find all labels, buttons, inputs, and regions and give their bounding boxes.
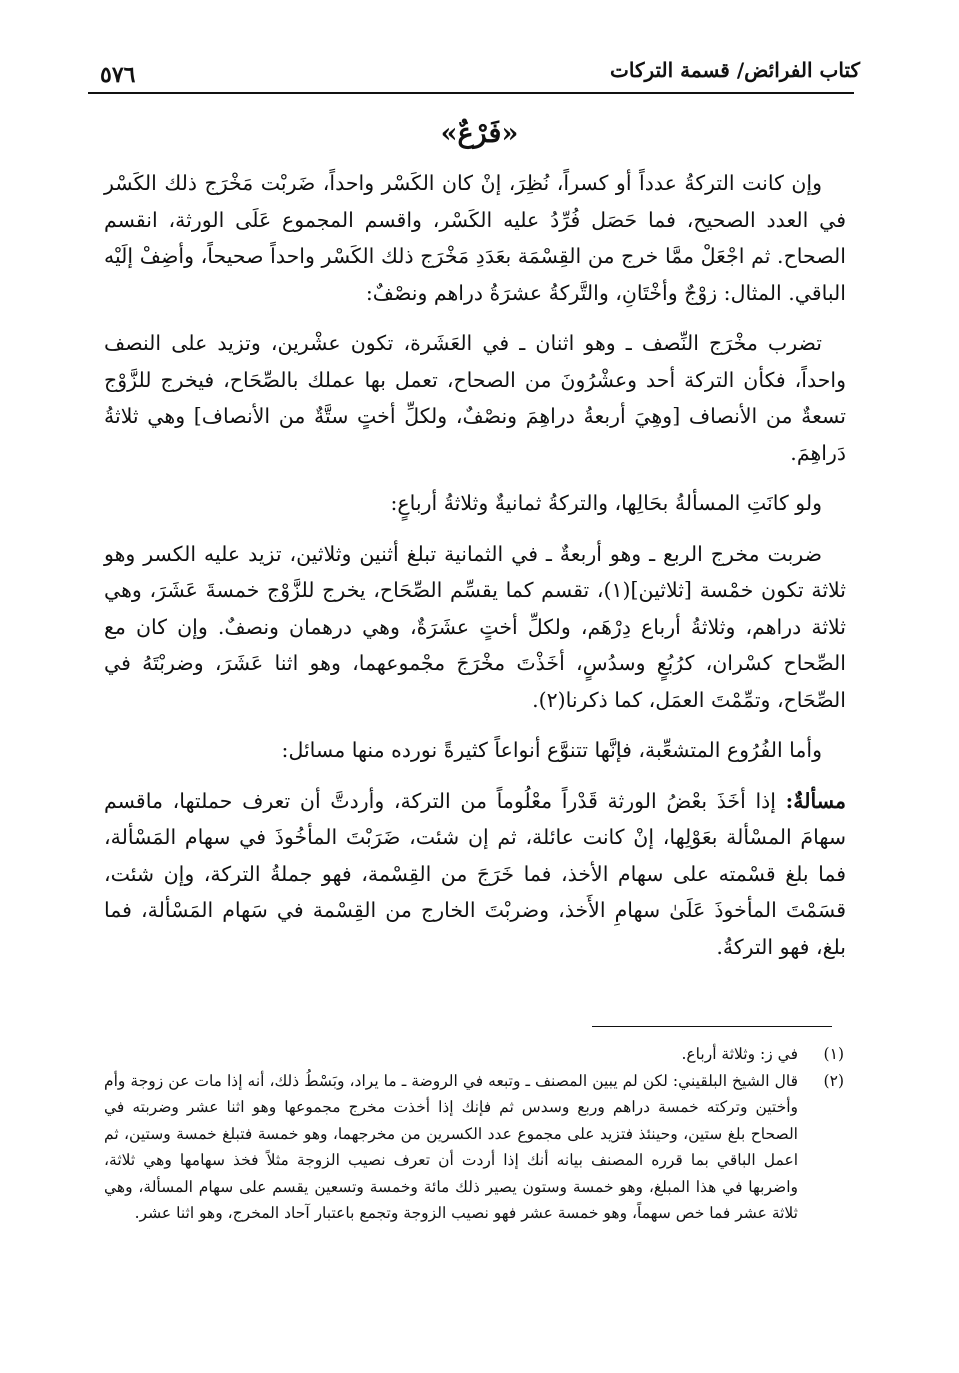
paragraph: ضربت مخرج الربع ـ وهو أربعةٌ ـ في الثمانية تبلغ أثنين وثلاثين، تزيد عليه الكسر وهو ثلاثة تكون خمْسة [ثلاثين](١)، تقسم كما يقسِّم الصِّحَاح، يخرج للزَّوْج خمسةَ عَشَرَ، وهي ثلاثة دراهم، وثلاثةُ أرباع دِرْهَم، ولكلِّ أختٍ عشَرَةٌ، وهي درهمان ونصفٌ. وإن كان مع الصِّحاح كسْران، كرُبُعٍ وسدُسٍ، أخَذْتَ مخْرَجَ مجْموعهما، وهو اثنا عَشَرَ، وضربْتَهُ في الصِّحَاح، وتمِّمْتَ العمَل، كما ذكرنا(٢). [104,541,846,712]
footnote [104,1068,844,1227]
paragraph: تضرب مخْرَج النِّصف ـ وهو اثنان ـ في العَشَرة، تكون عشْرين، وتزيد على النصف واحداً، فكأن التركة أحد وعشْرُونَ من الصحاح، تعمل بها عملك بالصِّحَاح، فيخرج للزَّوْج تسعةٌ من الأنصاف [وهِيَ أربعةُ دراهِمَ ونصْفٌ، ولكلِّ أختٍ ستَّةٌ من الأنصاف] وهي ثلاثةُ دَراهِمَ. [104,331,846,465]
footnote-number: (١) [823,1045,844,1063]
paragraph: وأما الفُرُوع المتشعِّبة، فإنَّها تتنوَّع أنواعاً كثيرةً نورده منها مسائل: [281,738,822,762]
header-divider [88,92,854,94]
paragraph: ولو كانَتِ المسألةُ بحَالِها، والتركةُ ثمانيةٌ وثلاثةُ أرباعٍ: [390,491,822,515]
paragraph: وإن كانت التركةُ عدداً أو كسراً، نُظِرَ، إنْ كان الكَسْر واحداً، ضَربْت مَخْرَج ذلك الكَسْر في العدد الصحيح، فما حَصَل فُرِّدُ عليه الكَسْر، واقسم المجموع عَلَى الورثة، انقسم الصحاح. ثم اجْعَلْ ممَّا خرج من القِسْمَة بعَدَدِ مَخْرَج ذلك الكَسْر واحداً صحيحاً، وأضِفْ إلَيْه الباقي. المثال: زوْجٌ وأخْتَانِ، والتَّركةُ عشرَةُ دراهم ونصْفٌ: [104,171,846,305]
footnotes [104,1041,844,1227]
footnote-divider [592,1026,832,1027]
footnote-number: (٢) [823,1071,844,1090]
footnote-text: في ز: وثلاثة أرباع. [681,1045,798,1063]
footnote-text: قال الشيخ البلقيني: لكن لم يبين المصنف ـ وتبعه في الروضة ـ ما يراد، وبَسْطُ ذلك، أنه إذا مات عن زوجة وأم وأختين وتركته خمسة دراهم وربع وسدس ثم فإنك إذا أخذت مخرج مجموعها وهو اثنا عشر وضربته في الصحاح بلغ ستين، وحينئذ فتزيد على مجموع عدد الكسرين من مخرجهما، وهو خمسة فتبلغ خمسة وستين، ثم اعمل الباقي بما قرره المصنف بيانه أنك إذا أردت أن تعرف نصيب الزوجة مثلاً فخذ سهامها وهي ثلاثة، واضربها في هذا المبلغ، وهو خمسة وستون يصير ذلك مائة وخمسة وتسعين يقسم على سهام المسألة، وهي ثلاثة عشر فما خص سهماً، وهو خمسة عشر فهو نصيب الزوجة وتجمع باعتبار آحاد المخرج، وهو اثنا عشر. [104,1071,798,1222]
section-title: «فَرْعٌ» [440,118,519,149]
page-header [100,52,860,92]
masala-lead: مسألةٌ: [785,788,846,813]
running-title: كتاب الفرائض/ قسمة التركات [610,58,860,82]
footnote [104,1041,844,1068]
main-text [104,165,846,979]
masala-paragraph [104,783,846,966]
masala-text: إذا أخَذَ بعْضُ الورثة قَدْراً معْلُوماً من التركة، وأردتَّ أن تعرف حملتها، ماقسم سهامَ المسْألة بعَوْلِها، إنْ كانت عائلة، ثم إن شئت، ضَرَبْتَ المأخُوذَ في سهام المَسْألة، فما بلغ قسْمته على سهام الأخذ، فما خَرَجَ من القِسْمة، فهو جملةُ التركة، وإن شئت، قسَمْتَ المأخوذَ عَلَىٰ سهامِ الأَخذ، وضربْتَ الخارج من القِسْمة في سَهام المَسْألة، فما بلغ، فهو التركةُ. [104,788,846,959]
page-number: ٥٧٦ [100,62,136,88]
